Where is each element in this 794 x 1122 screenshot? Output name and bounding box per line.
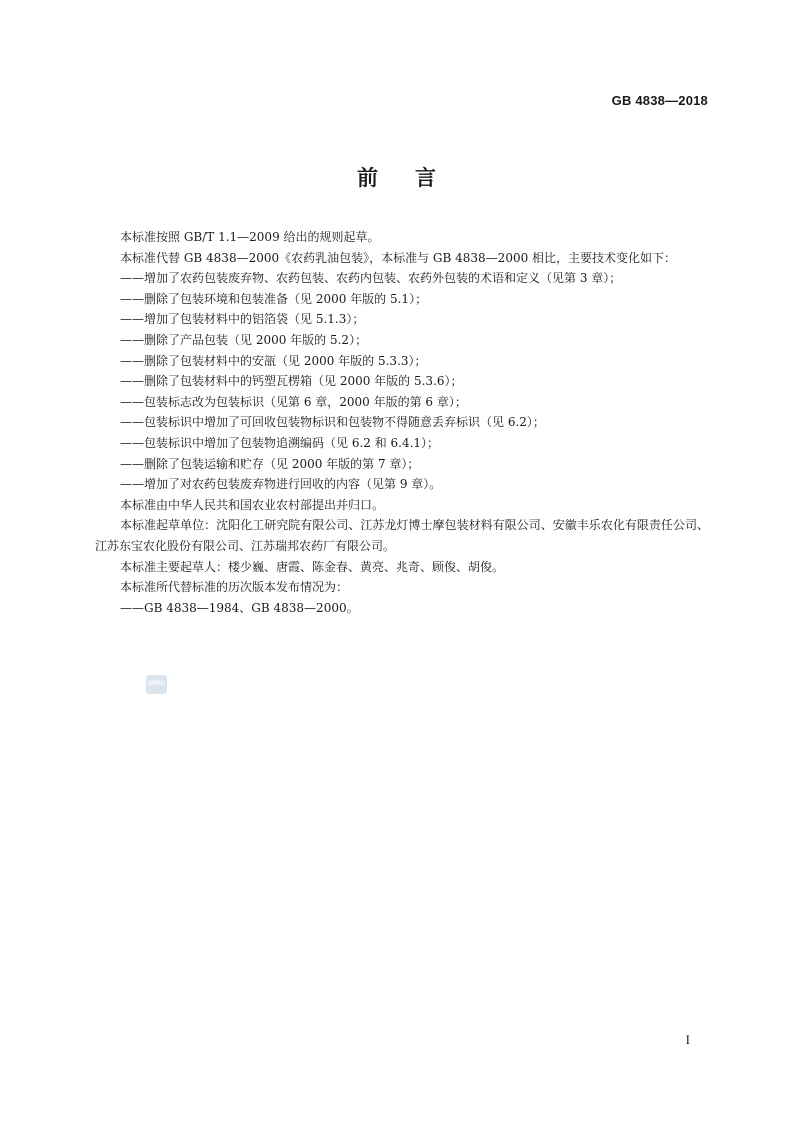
change-item: ——增加了农药包装废弃物、农药包装、农药内包装、农药外包装的术语和定义（见第 3 章）； bbox=[120, 271, 622, 286]
change-item: ——删除了包装材料中的钙塑瓦楞箱（见 2000 年版的 5.3.6）； bbox=[120, 374, 463, 389]
change-item: ——包装标志改为包装标识（见第 6 章，2000 年版的第 6 章）； bbox=[120, 394, 467, 409]
watermark-logo: SPRC bbox=[146, 675, 167, 694]
standard-code: GB 4838—2018 bbox=[611, 93, 708, 108]
paragraph-history: 本标准所代替标准的历次版本发布情况为： bbox=[120, 580, 349, 595]
paragraph-replacement: 本标准代替 GB 4838—2000《农药乳油包装》，本标准与 GB 4838—2000 相比，主要技术变化如下： bbox=[120, 250, 677, 265]
title-char-2: 言 bbox=[415, 166, 437, 190]
change-item: ——包装标识中增加了包装物追溯编码（见 6.2 和 6.4.1）； bbox=[120, 435, 440, 450]
paragraph-drafting-rules: 本标准按照 GB/T 1.1—2009 给出的规则起草。 bbox=[120, 230, 380, 244]
paragraph-drafters: 本标准主要起草人：楼少巍、唐霞、陈金春、黄亮、兆奇、顾俊、胡俊。 bbox=[120, 559, 505, 574]
change-item: ——删除了产品包装（见 2000 年版的 5.2）； bbox=[120, 332, 368, 347]
title-char-1: 前 bbox=[357, 166, 379, 190]
page-title bbox=[0, 162, 794, 192]
paragraph-drafting-units: 本标准起草单位：沈阳化工研究院有限公司、江苏龙灯博士摩包装材料有限公司、安徽丰乐农化有限责任公司、江苏东宝农化股份有限公司、江苏瑞邦农药厂有限公司。 bbox=[95, 518, 709, 553]
change-item: ——删除了包装材料中的安瓿（见 2000 年版的 5.3.3）； bbox=[120, 353, 427, 368]
paragraph-proposer: 本标准由中华人民共和国农业农村部提出并归口。 bbox=[120, 497, 385, 512]
change-item: ——增加了对农药包装废弃物进行回收的内容（见第 9 章）。 bbox=[120, 477, 442, 492]
change-item: ——增加了包装材料中的铝箔袋（见 5.1.3）； bbox=[120, 312, 365, 327]
change-item: ——包装标识中增加了可回收包装物标识和包装物不得随意丢弃标识（见 6.2）； bbox=[120, 415, 545, 430]
history-item: ——GB 4838—1984、GB 4838—2000。 bbox=[120, 600, 359, 615]
page-number: I bbox=[685, 1032, 690, 1047]
change-item: ——删除了包装运输和贮存（见 2000 年版的第 7 章）； bbox=[120, 456, 420, 471]
foreword-body bbox=[95, 227, 709, 618]
change-item: ——删除了包装环境和包装准备（见 2000 年版的 5.1）； bbox=[120, 291, 428, 306]
